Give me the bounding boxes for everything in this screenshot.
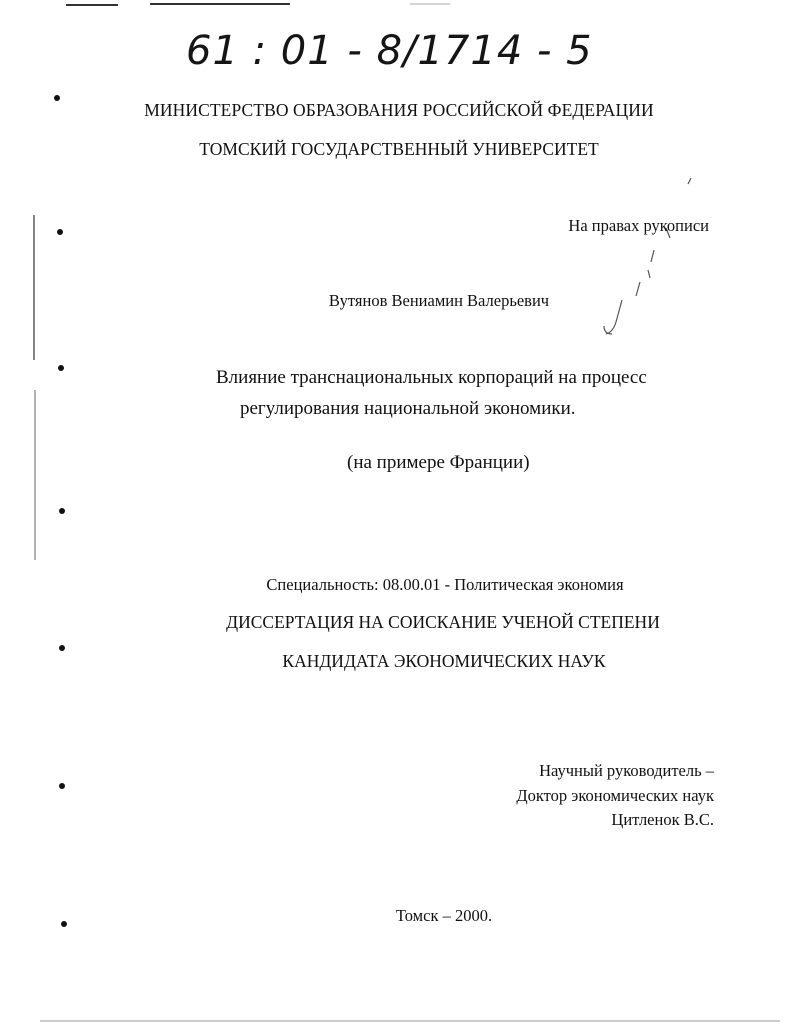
place-and-year: Томск – 2000. <box>395 906 493 925</box>
thesis-subtitle: (на примере Франции) <box>347 452 530 473</box>
manuscript-note: На правах рукописи <box>568 216 709 235</box>
university-heading: ТОМСКИЙ ГОСУДАРСТВЕННЫЙ УНИВЕРСИТЕТ <box>199 139 599 159</box>
handwritten-catalog-code: 61 : 01 - 8/1714 - 5 <box>186 28 593 74</box>
supervisor-role: Научный руководитель – <box>539 761 714 780</box>
binding-hole <box>58 365 64 371</box>
binding-hole <box>57 229 63 235</box>
author-name: Вутянов Вениамин Валерьевич <box>328 291 550 310</box>
binding-hole <box>59 508 65 514</box>
binding-hole <box>59 783 65 789</box>
degree-line-2: КАНДИДАТА ЭКОНОМИЧЕСКИХ НАУК <box>282 651 606 671</box>
degree-line-1: ДИССЕРТАЦИЯ НА СОИСКАНИЕ УЧЕНОЙ СТЕПЕНИ <box>226 612 660 632</box>
thesis-title-line-1: Влияние транснациональных корпораций на процесс <box>216 367 647 388</box>
supervisor-degree: Доктор экономических наук <box>516 786 714 805</box>
specialty: Специальность: 08.00.01 - Политическая экономия <box>266 575 624 594</box>
ministry-heading: МИНИСТЕРСТВО ОБРАЗОВАНИЯ РОССИЙСКОЙ ФЕДЕРАЦИИ <box>144 100 654 120</box>
thesis-title-line-2: регулирования национальной экономики. <box>240 398 576 419</box>
supervisor-name: Цитленок В.С. <box>611 810 714 829</box>
